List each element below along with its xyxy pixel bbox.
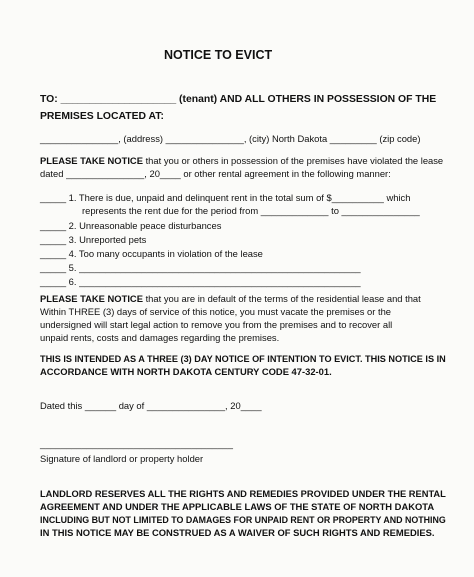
rights-line-1: LANDLORD RESERVES ALL THE RIGHTS AND REMEDIES PROVIDED UNDER THE RENTAL (40, 488, 446, 499)
violation-item-1-cont: represents the rent due for the period from _____________ to _______________ (82, 205, 420, 216)
default-notice-lead: PLEASE TAKE NOTICE (40, 293, 143, 304)
default-notice-line-2: Within THREE (3) days of service of this notice, you must vacate the premises or the (40, 306, 392, 317)
violation-item-4: _____ 4. Too many occupants in violation of the lease (40, 248, 263, 259)
violation-item-2: _____ 2. Unreasonable peace disturbances (40, 220, 222, 231)
violation-item-1: _____ 1. There is due, unpaid and delinquent rent in the total sum of $__________ which (40, 192, 411, 203)
page-title: NOTICE TO EVICT (164, 48, 273, 62)
violation-notice-line-1 (40, 155, 443, 167)
violation-notice-line-2: dated _______________, 20____ or other rental agreement in the following manner: (40, 168, 391, 179)
default-notice-line-1 (40, 293, 421, 305)
violation-item-5: _____ 5. ______________________________________________________ (40, 262, 361, 273)
dated-line: Dated this ______ day of _______________, 20____ (40, 400, 262, 411)
violation-notice-lead: PLEASE TAKE NOTICE (40, 155, 143, 166)
default-notice-line-4: unpaid rents, costs and damages regarding the premises. (40, 332, 280, 343)
rights-line-2: AGREEMENT AND UNDER THE APPLICABLE LAWS OF THE STATE OF NORTH DAKOTA (40, 501, 435, 512)
signature-line: _____________________________________ (40, 438, 233, 449)
default-notice-text: that you are in default of the terms of the residential lease and that (142, 293, 421, 304)
rights-line-4: IN THIS NOTICE MAY BE CONSTRUED AS A WAIVER OF SUCH RIGHTS AND REMEDIES. (40, 527, 435, 538)
premises-line: PREMISES LOCATED AT: (40, 111, 164, 122)
signature-label: Signature of landlord or property holder (40, 453, 204, 464)
address-line: _______________, (address) _______________, (city) North Dakota _________ (zip code) (40, 133, 421, 144)
violation-item-3: _____ 3. Unreported pets (40, 234, 147, 245)
default-notice-line-3: undersigned will start legal action to remove you from the premises and to recover all (40, 319, 393, 330)
violation-notice-text: that you or others in possession of the premises have violated the lease (142, 155, 444, 166)
to-line: TO: ____________________ (tenant) AND ALL OTHERS IN POSSESSION OF THE (40, 94, 437, 105)
violation-item-6: _____ 6. ______________________________________________________ (40, 276, 361, 287)
intention-line-2: ACCORDANCE WITH NORTH DAKOTA CENTURY CODE 47-32-01. (40, 366, 332, 377)
rights-line-3: INCLUDING BUT NOT LIMITED TO DAMAGES FOR UNPAID RENT OR PROPERTY AND NOTHING (40, 514, 446, 525)
intention-line-1: THIS IS INTENDED AS A THREE (3) DAY NOTICE OF INTENTION TO EVICT. THIS NOTICE IS IN (40, 353, 446, 364)
